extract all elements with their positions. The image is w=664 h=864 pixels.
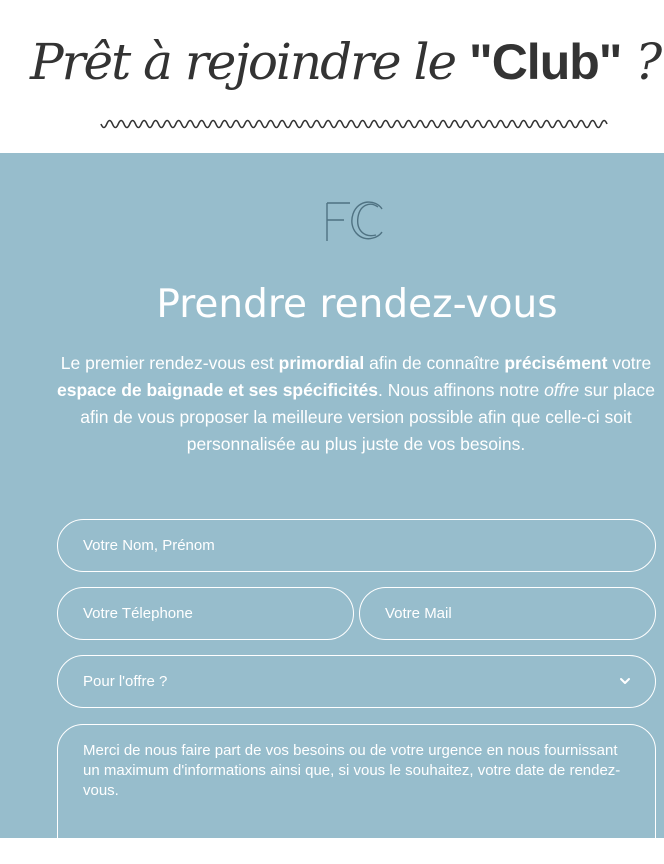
intro-bold-3: espace de baignade et ses spécificités	[57, 380, 379, 400]
intro-text-1: Le premier rendez-vous est	[60, 353, 279, 373]
offer-selected-value: Pour l'offre ?	[83, 673, 168, 690]
section-title: Prendre rendez-vous	[156, 282, 558, 327]
name-placeholder: Votre Nom, Prénom	[83, 537, 215, 554]
email-placeholder: Votre Mail	[385, 605, 452, 622]
wavy-divider-icon	[100, 118, 612, 136]
chevron-down-icon	[619, 675, 631, 687]
phone-input[interactable]	[57, 587, 354, 640]
headline-club: "Club"	[468, 34, 622, 90]
intro-text-5: sur place afin de vous proposer la meilleure version possible afin que celle-ci soit personnalisée au plus juste de vos besoins.	[80, 380, 655, 454]
intro-italic-1: offre	[544, 380, 580, 400]
headline-start: Prêt à rejoindre le	[30, 33, 469, 91]
intro-bold-2: précisément	[504, 353, 608, 373]
intro-text-4: . Nous affinons notre	[378, 380, 545, 400]
intro-bold-1: primordial	[278, 353, 365, 373]
intro-paragraph	[56, 350, 656, 458]
intro-text-3: votre	[607, 353, 652, 373]
message-placeholder: Merci de nous faire part de vos besoins ou de votre urgence en nous fournissant un maximum d'informations ainsi que, si vous le souhaitez, votre date de rendez-vous.	[83, 742, 621, 799]
name-input[interactable]	[57, 519, 656, 572]
page-headline	[30, 26, 660, 98]
offer-select[interactable]	[57, 655, 656, 708]
headline-end: ?	[621, 33, 661, 91]
email-input[interactable]	[359, 587, 656, 640]
phone-placeholder: Votre Télephone	[83, 605, 193, 622]
intro-text-2: afin de connaître	[364, 353, 505, 373]
header-area	[0, 0, 664, 153]
message-textarea[interactable]	[57, 724, 656, 864]
fc-monogram-logo	[320, 197, 386, 243]
